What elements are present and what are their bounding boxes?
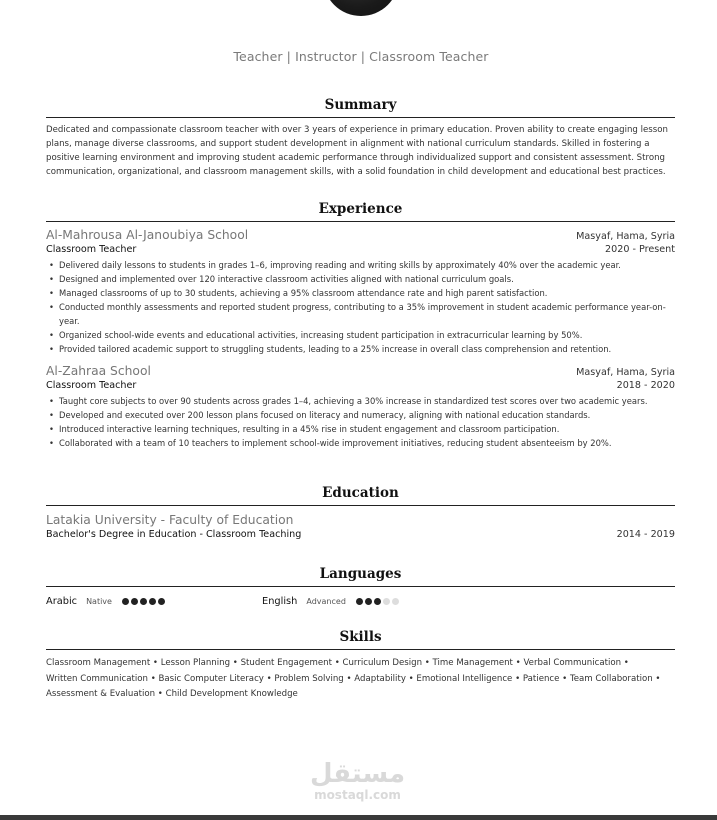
language-level: Advanced [306, 596, 346, 606]
job-location: Masyaf, Hama, Syria [576, 231, 675, 242]
languages-section [46, 565, 675, 611]
skills-line: Classroom Management • Lesson Planning • Student Engagement • Curriculum Design • Time Management • Verbal Communication • [46, 658, 629, 668]
job-entry [46, 364, 675, 450]
job-bullets [46, 258, 675, 356]
rating-dot [131, 598, 138, 605]
skills-line: Written Communication • Basic Computer Literacy • Problem Solving • Adaptability • Emotional Intelligence • Patience • Team Collaboration • [46, 673, 661, 684]
language-rating [356, 598, 401, 605]
profile-photo [323, 0, 399, 16]
watermark-arabic: مستقل [309, 759, 406, 789]
language-item [46, 596, 262, 607]
rating-dot [149, 598, 156, 605]
education-heading: Education [46, 484, 675, 506]
experience-heading: Experience [46, 200, 675, 222]
list-item: • Developed and executed over 200 lesson plans focused on literacy and numeracy, aligning with national education standards. [46, 408, 675, 422]
rating-dot [122, 598, 129, 605]
list-item: • Delivered daily lessons to students in grades 1–6, improving reading and writing skills by approximately 40% over the academic year. [46, 258, 675, 272]
skills-section [46, 628, 675, 703]
job-location: Masyaf, Hama, Syria [576, 367, 675, 378]
job-organization: Al-Zahraa School [46, 364, 151, 378]
education-degree: Bachelor's Degree in Education - Classroom Teaching [46, 529, 302, 540]
list-item: • Taught core subjects to over 90 students across grades 1–4, achieving a 30% increase in standardized test scores over two academic years. [46, 394, 675, 408]
skills-list [46, 656, 675, 703]
rating-dot [374, 598, 381, 605]
job-role: Classroom Teacher [46, 380, 137, 391]
languages-heading: Languages [46, 565, 675, 587]
list-item: • Conducted monthly assessments and reported student progress, contributing to a 35% improvement in student academic performance year-on-year. [46, 300, 675, 328]
list-item: • Introduced interactive learning techniques, resulting in a 45% rise in student engagement and classroom participation. [46, 422, 675, 436]
language-rating [122, 598, 167, 605]
rating-dot [383, 598, 390, 605]
experience-section [46, 200, 675, 450]
rating-dot [140, 598, 147, 605]
job-entry [46, 228, 675, 356]
rating-dot [356, 598, 363, 605]
rating-dot [392, 598, 399, 605]
list-item: • Managed classrooms of up to 30 students, achieving a 95% classroom attendance rate and high parent satisfaction. [46, 286, 675, 300]
skills-heading: Skills [46, 628, 675, 650]
summary-heading: Summary [46, 96, 675, 118]
summary-text: Dedicated and compassionate classroom teacher with over 3 years of experience in primary education. Proven ability to create engaging lesson plans, manage diverse classrooms, and support student development in alignment with national curriculum standards. Skilled in fostering a positive learning environment and improving student academic performance through individualized support and consistent assessment. Strong communication, organizational, and classroom management skills, with a solid foundation in child development and educational best practices. [46, 125, 668, 177]
list-item: • Designed and implemented over 120 interactive classroom activities aligned with national curriculum goals. [46, 272, 675, 286]
job-titles-subtitle: Teacher | Instructor | Classroom Teacher [233, 49, 489, 64]
watermark-latin: mostaql.com [314, 788, 401, 802]
job-bullets [46, 394, 675, 450]
education-school: Latakia University - Faculty of Education [46, 513, 294, 527]
rating-dot [365, 598, 372, 605]
language-name: Arabic [46, 595, 78, 607]
education-dates: 2014 - 2019 [616, 529, 675, 540]
bottom-bar [0, 815, 717, 820]
summary-section [46, 96, 675, 179]
job-role: Classroom Teacher [46, 244, 137, 255]
list-item: • Organized school-wide events and educational activities, increasing student participation in extracurricular learning by 50%. [46, 328, 675, 342]
language-item [262, 596, 401, 607]
list-item: • Provided tailored academic support to struggling students, leading to a 25% increase in overall class comprehension and retention. [46, 342, 675, 356]
job-dates: 2018 - 2020 [616, 380, 675, 391]
job-dates: 2020 - Present [605, 244, 675, 255]
rating-dot [158, 598, 165, 605]
language-name: English [262, 595, 298, 607]
skills-line: Assessment & Evaluation • Child Development Knowledge [46, 689, 298, 699]
education-section [46, 484, 675, 540]
list-item: • Collaborated with a team of 10 teachers to implement school-wide improvement initiatives, reducing student absenteeism by 20%. [46, 436, 675, 450]
language-level: Native [86, 596, 112, 606]
mostaql-watermark-logo [300, 760, 415, 802]
job-organization: Al-Mahrousa Al-Janoubiya School [46, 228, 249, 242]
